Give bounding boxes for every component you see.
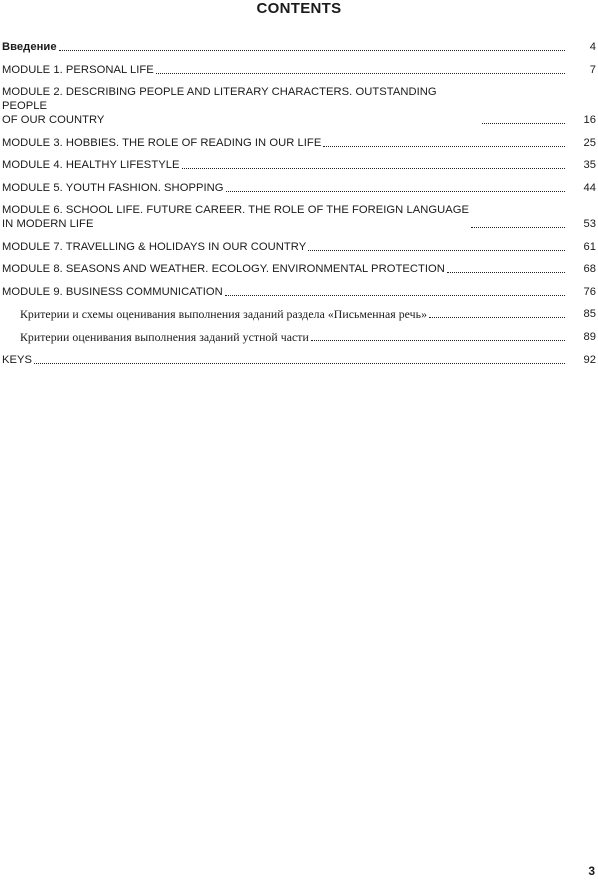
toc-entry-title xyxy=(2,353,32,367)
toc-entry-title-line: KEYS xyxy=(2,354,33,366)
toc-entry-page: 4 xyxy=(589,41,596,53)
dot-leader xyxy=(429,316,565,318)
toc-entry-page: 44 xyxy=(583,181,596,194)
toc-entry-title xyxy=(20,330,309,344)
toc-entry-page: 92 xyxy=(583,354,596,366)
toc-entry-title xyxy=(2,158,180,172)
toc-entry[interactable] xyxy=(2,307,596,321)
toc-entry-page: 68 xyxy=(583,263,596,275)
toc-entry[interactable] xyxy=(2,136,596,150)
toc-entry[interactable] xyxy=(2,40,596,54)
toc-entry[interactable] xyxy=(2,203,596,231)
toc-entry[interactable] xyxy=(2,158,596,172)
toc-entry-title xyxy=(2,262,445,276)
toc-entry-title xyxy=(2,203,469,231)
toc-entry-title xyxy=(2,136,321,150)
toc-entry[interactable] xyxy=(2,285,596,299)
toc-entry-title xyxy=(2,240,306,254)
toc-entry-title-line: MODULE 7. TRAVELLING & HOLIDAYS IN OUR COUNTRY xyxy=(2,240,307,253)
toc-entry-page: 53 xyxy=(583,218,596,230)
toc-entry-title-line: MODULE 1. PERSONAL LIFE xyxy=(2,63,154,76)
toc-entry-title-line: MODULE 4. HEALTHY LIFESTYLE xyxy=(2,159,180,171)
toc-entry-title xyxy=(2,63,154,77)
dot-leader xyxy=(471,226,565,228)
toc-entry-title xyxy=(2,40,57,54)
dot-leader xyxy=(226,190,565,192)
toc-entry[interactable] xyxy=(2,330,596,344)
toc-entry-title xyxy=(2,285,223,299)
toc-entry-page: 7 xyxy=(589,63,596,76)
dot-leader xyxy=(447,271,565,273)
dot-leader xyxy=(311,339,565,341)
toc-entry[interactable] xyxy=(2,85,596,127)
dot-leader xyxy=(323,145,565,147)
toc-entry-title-line: MODULE 2. DESCRIBING PEOPLE AND LITERARY CHARACTERS. OUTSTANDING PEOPLE xyxy=(2,86,437,112)
toc-entry-title-line: MODULE 5. YOUTH FASHION. SHOPPING xyxy=(2,181,224,194)
toc-entry-title xyxy=(2,181,224,195)
toc-entry[interactable] xyxy=(2,262,596,276)
toc-entry-title xyxy=(2,85,480,127)
toc-entry[interactable] xyxy=(2,240,596,254)
toc-entry-page: 85 xyxy=(583,308,596,320)
toc-entry-title-line: Критерии оценивания выполнения заданий устной части xyxy=(20,330,309,344)
dot-leader xyxy=(308,249,565,251)
toc-entry[interactable] xyxy=(2,63,596,77)
dot-leader xyxy=(182,167,565,169)
dot-leader xyxy=(34,362,565,364)
dot-leader xyxy=(225,294,565,296)
table-of-contents xyxy=(2,40,596,376)
toc-entry-title-line: IN MODERN LIFE xyxy=(2,218,94,230)
toc-entry[interactable] xyxy=(2,181,596,195)
toc-entry-title-line: OF OUR COUNTRY xyxy=(2,114,105,126)
toc-entry-title-line: Введение xyxy=(2,41,57,53)
page-number: 3 xyxy=(588,864,595,878)
toc-entry-title-line: MODULE 9. BUSINESS COMMUNICATION xyxy=(2,285,223,298)
toc-entry-page: 61 xyxy=(583,240,596,253)
toc-entry-title-line: MODULE 3. HOBBIES. THE ROLE OF READING IN OUR LIFE xyxy=(2,136,322,149)
toc-entry-page: 76 xyxy=(583,285,596,298)
toc-entry-title-line: MODULE 8. SEASONS AND WEATHER. ECOLOGY. ENVIRONMENTAL PROTECTION xyxy=(2,263,445,275)
dot-leader xyxy=(59,49,565,51)
toc-entry-page: 89 xyxy=(583,331,596,343)
toc-entry-page: 35 xyxy=(583,159,596,171)
page-title: CONTENTS xyxy=(256,0,342,17)
toc-entry-page: 25 xyxy=(583,136,596,149)
dot-leader xyxy=(156,72,565,74)
toc-entry-title-line: MODULE 6. SCHOOL LIFE. FUTURE CAREER. THE ROLE OF THE FOREIGN LANGUAGE xyxy=(2,204,470,216)
toc-entry-title-line: Критерии и схемы оценивания выполнения заданий раздела «Письменная речь» xyxy=(20,307,428,321)
toc-entry-title xyxy=(20,307,427,321)
toc-entry-page: 16 xyxy=(583,114,596,126)
toc-entry[interactable] xyxy=(2,353,596,367)
dot-leader xyxy=(482,122,565,124)
